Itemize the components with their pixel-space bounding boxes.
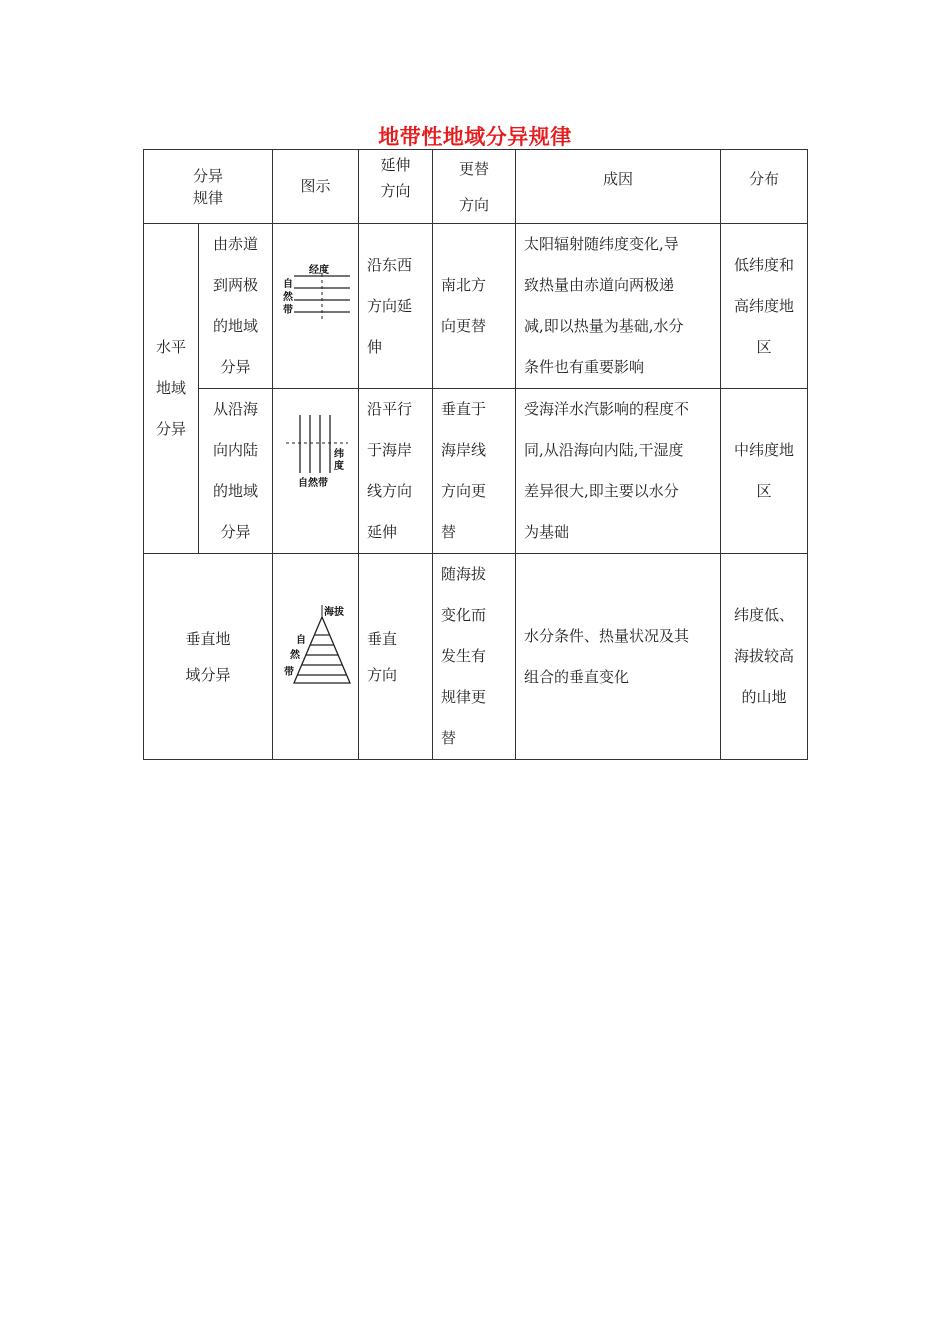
- svg-text:然: 然: [289, 649, 300, 661]
- svg-text:纬: 纬: [333, 449, 344, 460]
- table-row: [144, 224, 808, 389]
- figure-cell: [273, 389, 359, 554]
- rule-cell: 从沿海 向内陆 的地域 分异: [199, 389, 273, 554]
- replace-cell: 南北方 向更替: [433, 224, 516, 389]
- header-distribution: 分布: [721, 150, 808, 224]
- extend-cell: 沿平行 于海岸 线方向 延伸: [359, 389, 433, 554]
- rule-cell: 由赤道 到两极 的地域 分异: [199, 224, 273, 389]
- vertical-label: 垂直地 域分异: [144, 554, 273, 760]
- extend-cell: 垂直 方向: [359, 554, 433, 760]
- table-row: [144, 389, 808, 554]
- header-extend: 延伸 方向: [359, 150, 433, 224]
- svg-text:度: 度: [333, 461, 344, 472]
- table-row: [144, 554, 808, 760]
- cause-cell: 水分条件、热量状况及其 组合的垂直变化: [516, 554, 721, 760]
- header-row: [144, 150, 808, 224]
- horizontal-label: 水平 地域 分异: [144, 224, 199, 554]
- svg-text:自: 自: [282, 279, 293, 290]
- vertical-zonation-figure: [274, 557, 358, 757]
- replace-cell: 垂直于 海岸线 方向更 替: [433, 389, 516, 554]
- svg-text:然: 然: [282, 292, 293, 303]
- header-cause: 成因: [516, 150, 721, 224]
- distribution-cell: 纬度低、 海拔较高 的山地: [721, 554, 808, 760]
- cause-cell: 受海洋水汽影响的程度不 同,从沿海向内陆,干湿度 差异很大,即主要以水分 为基础: [516, 389, 721, 554]
- svg-text:带: 带: [283, 666, 294, 678]
- svg-text:带: 带: [282, 305, 293, 316]
- svg-text:自: 自: [295, 634, 306, 646]
- figure-axis-label: 海拔: [323, 606, 344, 618]
- header-rule: 分异 规律: [144, 150, 273, 224]
- figure-cell: [273, 554, 359, 760]
- header-replace: 更替 方向: [433, 150, 516, 224]
- figure-cell: [273, 224, 359, 389]
- figure-zone-label: 自然带: [297, 478, 328, 489]
- distribution-cell: 中纬度地 区: [721, 389, 808, 554]
- page-title: 地带性地域分异规律: [378, 125, 572, 149]
- zonal-differentiation-table: [143, 149, 808, 760]
- cause-cell: 太阳辐射随纬度变化,导 致热量由赤道向两极递 减,即以热量为基础,水分 条件也有重要影响: [516, 224, 721, 389]
- land-sea-zonation-figure: [274, 391, 358, 551]
- distribution-cell: 低纬度和 高纬度地 区: [721, 224, 808, 389]
- replace-cell: 随海拔 变化而 发生有 规律更 替: [433, 554, 516, 760]
- figure-axis-label: 经度: [308, 265, 329, 276]
- extend-cell: 沿东西 方向延 伸: [359, 224, 433, 389]
- latitudinal-zonation-figure: [274, 226, 358, 386]
- header-figure: 图示: [273, 150, 359, 224]
